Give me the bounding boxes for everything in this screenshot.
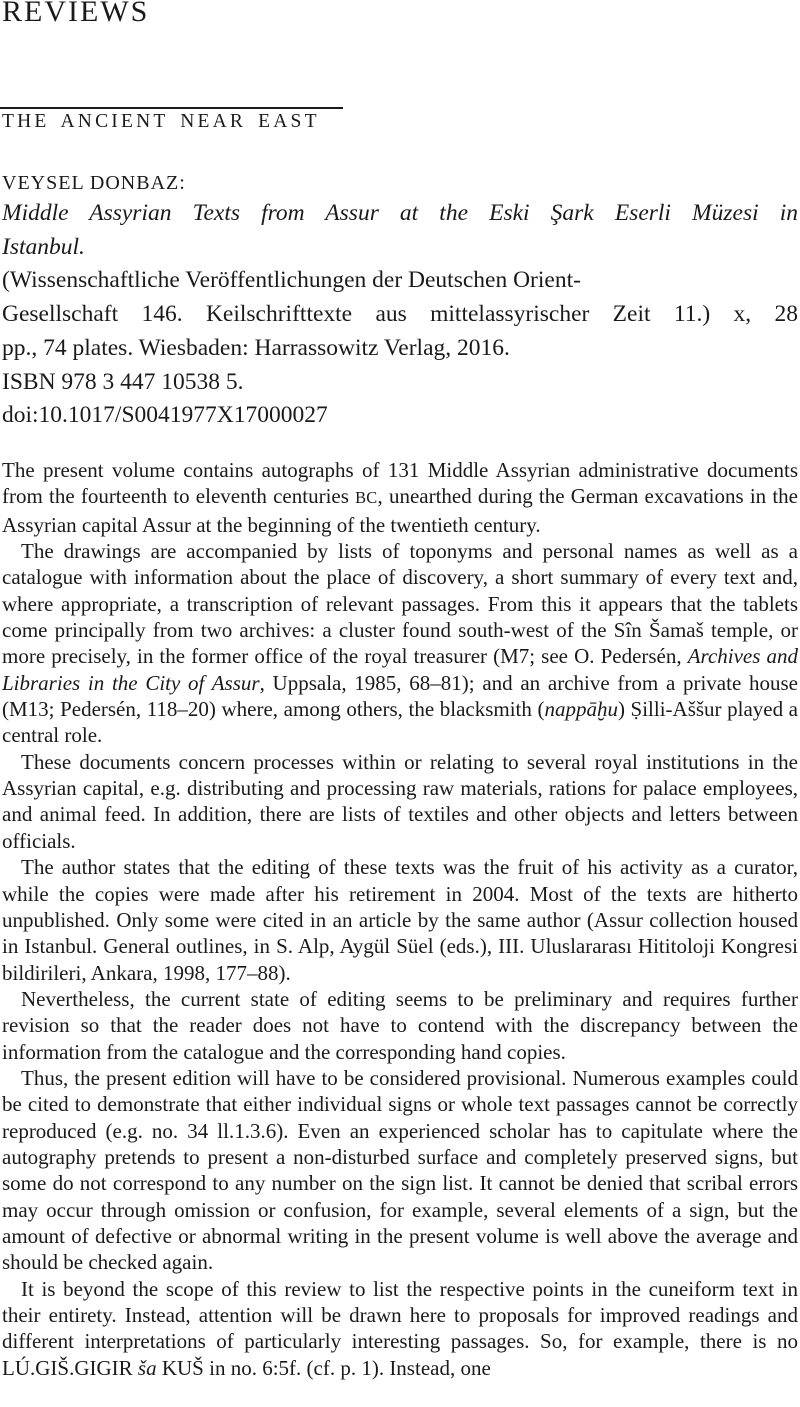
bibliographic-block: [2, 197, 798, 433]
review-body: [2, 457, 798, 1381]
subject-heading: THE ANCIENT NEAR EAST: [2, 111, 320, 132]
isbn-line: ISBN 978 3 447 10538 5.: [2, 368, 244, 395]
paragraph-text: These documents concern processes within or relating to several royal institutions in the Assyrian capital, e.g. distributing and processing raw materials, rations for palace employees, and animal feed. In addition, there are lists of textiles and other objects and letters between officials.: [2, 749, 798, 853]
doi-line: doi:10.1017/S0041977X17000027: [2, 402, 328, 429]
paragraph-text: Thus, the present edition will have to be considered provisional. Numerous examples could be cited to demonstrate that either individual signs or whole text passages cannot be correctly reproduced (e.g. no. 34 ll.1.3.6). Even an experienced scholar has to capitulate where the autography pretends to present a non-disturbed surface and completely preserved signs, but some do not correspond to any number on the sign list. It cannot be denied that scribal errors may occur through omission or confusion, for example, several elements of a sign, but the amount of defective or abnormal writing in the present volume is well above the average and should be checked again.: [2, 1065, 798, 1275]
publication-info-line: (Wissenschaftliche Veröffentlichungen der Deutschen Orient-: [2, 267, 581, 294]
paragraph-text: , unearthed during the German excavations in the Assyrian capital Assur at the beginning of the twentieth century.: [2, 484, 798, 537]
paragraph-text: Nevertheless, the current state of editing seems to be preliminary and requires further revision so that the reader does not have to contend with the discrepancy between the information from the catalogue and the corresponding hand copies.: [2, 986, 798, 1064]
review-author: VEYSEL DONBAZ:: [2, 172, 186, 194]
paragraph-text: ) Ṣilli-Aššur played a central role.: [2, 697, 798, 748]
publication-info-line: pp., 74 plates. Wiesbaden: Harrassowitz Verlag, 2016.: [2, 334, 510, 361]
paragraph-text: , Uppsala, 1985, 68–81); and an archive from a private house (M13; Pedersén, 118–20) where, among others, the blacksmith (: [2, 670, 798, 722]
review-title-line: Istanbul.: [2, 233, 85, 260]
reviews-heading: REVIEWS: [2, 0, 150, 28]
review-paragraph: [2, 1065, 798, 1276]
paragraph-text: The author states that the editing of these texts was the fruit of his activity as a curator, while the copies were made after his retirement in 2004. Most of the texts are hitherto unpublished. Only some were cited in an article by the same author (Assur collection housed in Istanbul. General outlines, in S. Alp, Aygül Süel (eds.), III. Uluslararası Hititoloji Kongresi bildirileri, Ankara, 1998, 177–88).: [2, 855, 798, 985]
review-title-line: Middle Assyrian Texts from Assur at the Eski Şark Eserli Müzesi in: [2, 200, 798, 226]
subject-section-block: [0, 107, 343, 132]
paragraph-text: KUŠ in no. 6:5f. (cf. p. 1). Instead, one: [156, 1355, 491, 1380]
publication-info-line: Gesellschaft 146. Keilschrifttexte aus mittelassyrischer Zeit 11.) x, 28: [2, 301, 798, 328]
paragraph-text: Archives and Libraries in the City of Assur: [2, 644, 798, 695]
review-paragraph: [2, 854, 798, 986]
review-paragraph: [2, 1276, 798, 1381]
paragraph-text: It is beyond the scope of this review to list the respective points in the cuneiform text in their entirety. Instead, attention will be drawn here to proposals for improved readings and different interpretations of particularly interesting passages. So, for example, there is no LÚ.GIŠ.GIGIR: [2, 1276, 798, 1380]
review-paragraph: [2, 538, 798, 749]
review-paragraph: [2, 986, 798, 1065]
review-paragraph: [2, 457, 798, 538]
paragraph-text: nappāḫu: [544, 697, 618, 722]
paragraph-text: BC: [355, 488, 378, 508]
review-paragraph: [2, 749, 798, 854]
paragraph-text: ša: [137, 1355, 157, 1380]
paragraph-text: The drawings are accompanied by lists of toponyms and personal names as well as a catalogue with information about the place of discovery, a short summary of every text and, where appropriate, a transcription of relevant passages. From this it appears that the tablets come principally from two archives: a cluster found south-west of the Sîn Šamaš temple, or more precisely, in the former office of the royal treasurer (M7; see O. Pedersén,: [2, 539, 798, 669]
paragraph-text: The present volume contains autographs of 131 Middle Assyrian administrative documents from the fourteenth to eleventh centuries: [2, 458, 798, 509]
